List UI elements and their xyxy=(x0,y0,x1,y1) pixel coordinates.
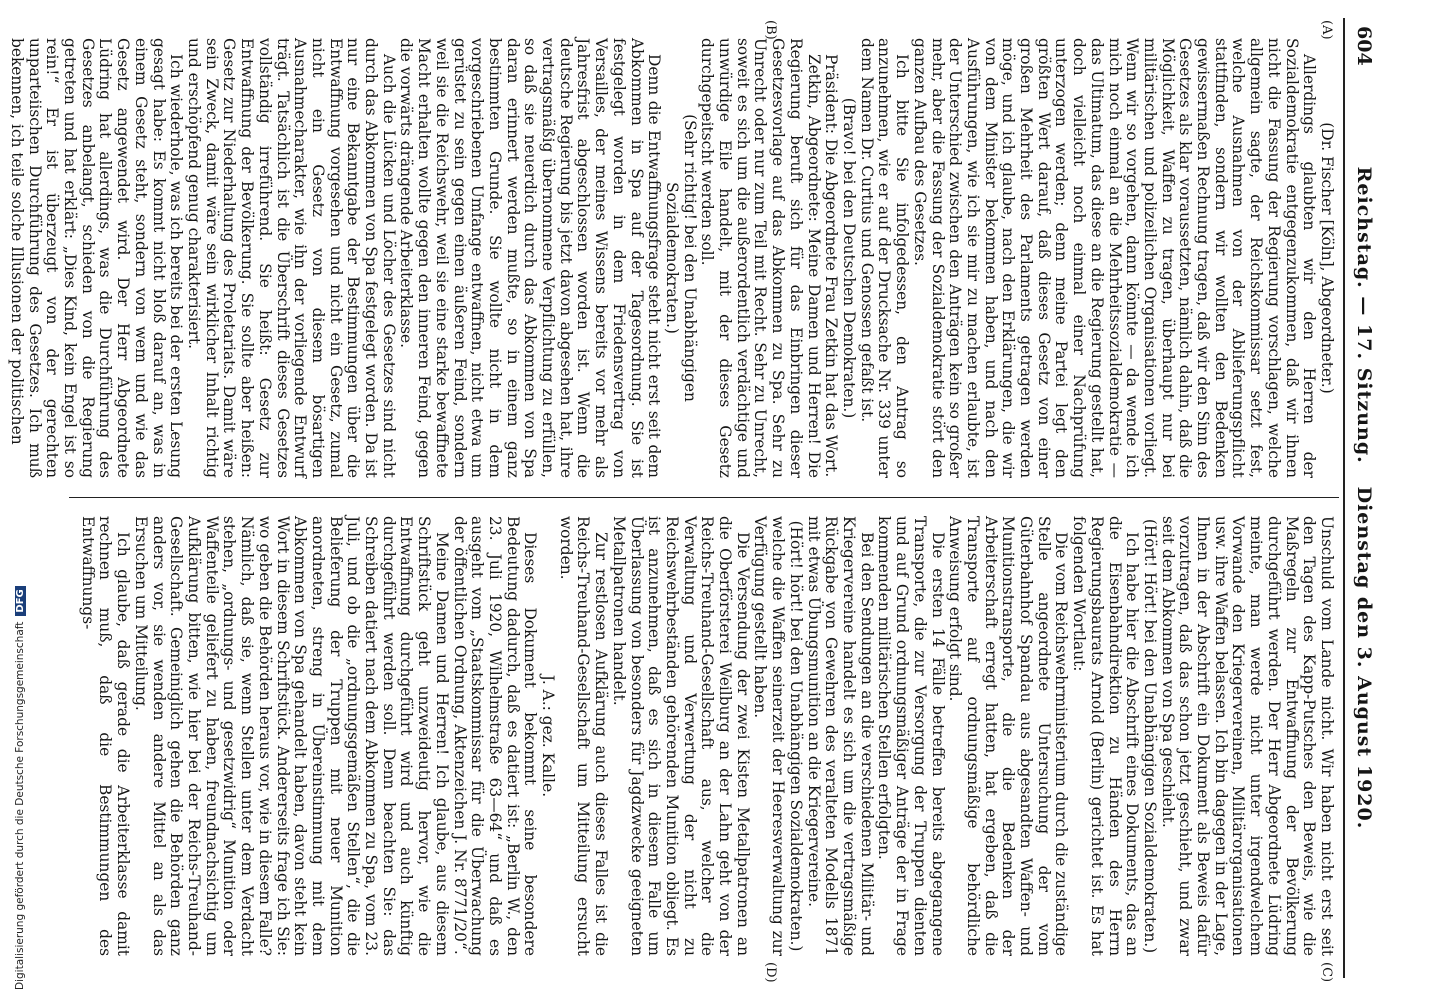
quoted-document: Die Versendung der zwei Kisten Metallpatronen an die Oberförsterei Weilburg an der Lahn geht von der Reichs-Treuhand-Gesellschaft aus, welcher die Verwaltung und Verwertung der nicht zu Reichswehrbeständen gehörenden Munition obliegt. Es ist anzunehmen, daß es sich in diesem Falle um Überlassung von besonders für Jagdzwecke geeigneten Metallpatronen handelt. xyxy=(609,516,752,956)
session-date: Dienstag den 3. August 1920. xyxy=(1353,486,1375,830)
session-title: Reichstag. — 17. Sitzung. xyxy=(1353,166,1375,464)
interjection: (Hört! hört! bei den Unabhängigen Sozialdemokraten.) xyxy=(786,520,805,952)
credit-text: Digitalisierung gefördert durch die Deutsche Forschungsgemeinschaft xyxy=(14,621,26,990)
president-statement: Präsident: Die Abgeordnete Frau Zetkin hat das Wort. xyxy=(822,54,841,478)
right-column xyxy=(78,516,1336,983)
interjection: (Bravo! bei den Deutschen Demokraten.) xyxy=(840,97,859,419)
quoted-document: Die ersten 14 Fälle betreffen bereits abgegangene Transporte, die zur Versorgung der Truppen dienten und auf Grund ordnungsmäßiger Anträge der in Frage kommenden militärischen Stellen erfolgten. xyxy=(875,516,947,956)
page-header xyxy=(1343,18,1379,978)
margin-mark-a: (A) xyxy=(1319,20,1334,40)
paragraph: Denn die Entwaffnungsfrage steht nicht erst seit dem Abkommen in Spa auf der Tagesordnung. Sie ist festgelegt worden in dem Friedensvertrag von Versailles, der meines Wissens bereits vor mehr als Jahresfrist abgeschlossen worden ist. Wenn die deutsche Regierung bis jetzt davon abgesehen hat, ihre vertragsmäßig übernommene Verpflichtung zu erfüllen, so daß sie neuerdich durch das Abkommen von Spa daran erinnert werden mußte, so in einem ganz bestimmten Grunde. Sie wollte nicht in dem vorgeschriebenen Umfange entwaffnen, nicht etwa um gerüstet zu sein gegen einen äußeren Feind, sondern weil sie die Reichswehr, weil sie eine starke bewaffnete Macht erhalten wollte gegen den inneren Feind, gegen die vorwärts drängende Arbeiterklasse. xyxy=(397,38,664,478)
digitization-credit xyxy=(14,586,26,990)
interjection: (Sehr richtig! bei den Unabhängigen Sozialdemokraten.) xyxy=(662,114,699,402)
paragraph: Unschuld vom Lande nicht. Wir haben nicht erst seit den Tagen des Kapp-Putsches den Beweis, wie die Maßregeln zur Entwaffnung der Bevölkerung durchgeführt werden. Der Herr Abgeordnete Lüdring meinte, man werde nicht unter irgendwelchem Vorwande den Kriegervereinen, Militärorganisationen usw. ihre Waffen belassen. Ich bin dagegen in der Lage, Ihnen in der Abschrift ein Dokument als Beweis dafür vorzutragen, daß das schon jetzt geschieht, und zwar seit dem Abkommen von Spa geschieht. xyxy=(1158,516,1336,956)
paragraph: Ich bitte Sie infolgedessen, den Antrag so anzunehmen, wie er auf der Drucksache Nr. 339 unter dem Namen Dr. Curtius und Genossen gefaßt ist. xyxy=(857,38,912,478)
paragraph: Allerdings glaubten wir den Herren der Sozialdemokratie entgegenzukommen, daß wir ihnen nicht die Fassung der Regierung vorschlagen, welche allgemein sagte, der Reichskommissar setzt fest, welche Ausnahmen von der Ablieferungspflicht stattfinden, sondern wir wollten den Bedenken gewissermaßen Rechnung tragen, daß wir den Sinn des Gesetzes als klar voraussetzten, nämlich dahin, daß die Möglichkeit, Waffen zu tragen, überhaupt nur bei militärischen und polizeilichen Organisationen vorliegt. Wenn wir so vorgehen, dann könnte — da wende ich mich noch einmal an die Mehrheitssozialdemokratie — das Ultimatum, das diese an die Regierung gestellt hat, doch vielleicht noch einmal einer Nachprüfung unterzogen werden; denn meine Partei legt den größten Wert darauf, daß dieses Gesetz von einer großen Mehrheit des Parlaments getragen werden möge, und ich glaube, nach den Erklärungen, die wir von dem Minister bekommen haben, und nach den Ausführungen, wie ich sie mir zu machen erlaubte, ist der Unterschied zwischen den Anträgen kein so großer mehr, aber die Fassung der Sozialdemokratie stört den ganzen Aufbau des Gesetzes. xyxy=(910,38,1319,478)
paragraph: Meine Damen und Herren! Ich glaube, aus diesem Schriftstück geht unzweideutig hervor, wie die Entwaffnung durchgeführt wird und auch künftig durchgeführt werden soll. Denn beachten Sie: das Schreiben datiert nach dem Abkommen zu Spa, vom 23. Juli, und ob die „ordnungsgemäßen Stellen“, die die Belieferung der Truppen mit neuer Munition anordneten, streng in Übereinstimmung mit dem Abkommen von Spa gehandelt haben, davon steht kein Wort in diesem Schriftstück. Andererseits frage ich Sie: wo geben die Behörden heraus vor, wie in diesem Falle? Nämlich, daß sie, wenn Stellen unter dem Verdacht stehen, „ordnungs- und gesetzwidrig“ Munition oder Waffenteile geliefert zu haben, freundnachsichtig um Aufklärung bitten, wie hier bei der Reichs-Treuhand-Gesellschaft. Gemeiniglich gehen die Behörden ganz anders vor, sie wenden andere Mittel an als das Ersuchen um Mitteilung. xyxy=(131,516,451,956)
paragraph: Ich habe hier die Abschrift eines Dokuments, das an die Eisenbahndirektion zu Händen des Herrn Regierungsbaurats Arnold (Berlin) gerichtet ist. Es hat folgenden Wortlaut: xyxy=(1070,516,1142,956)
speaker-continuation: (Dr. Fischer [Köln], Abgeordneter.) xyxy=(1318,122,1336,394)
paragraph: Zetkin, Abgeordnete: Meine Damen und Herren! Die Regierung beruft sich für das Einbringen dieser Gesetzesvorlage auf das Abkommen zu Spa. Sehr zu Unrecht oder nur zum Teil mit Recht. Sehr zu Unrecht, soweit es sich um die außerordentlich verdächtige und unwürdige Eile handelt, mit der dieses Gesetz durchgepeitscht werden soll. xyxy=(698,38,823,478)
paragraph: Dieses Dokument bekommt seine besondere Bedeutung dadurch, daß es datiert ist: „Berlin W., den 23. Juli 1920, Wilhelmstraße 63—64“ und daß es ausgeht vom „Staatskommissar für die Überwachung der öffentlichen Ordnung, Aktenzeichen J. Nr. 8771/20“. xyxy=(450,516,540,956)
margin-mark-c: (C) xyxy=(1319,962,1334,983)
paragraph: Ich wiederhole, was ich bereits bei der ersten Lesung gesagt habe: Es kommt nicht bloß darauf an, was in einem Gesetz steht, sondern von wem und wie das Gesetz angewendet wird. Der Herr Abgeordnete Lüdring hat allerdings, was die Durchführung des Gesetzes anbelangt, schieden von die Regierung getreten und hat erklärt: „Dies Kind, kein Engel ist so rein!“ Er ist überzeugt von der gerechten unparteiischen Durchführung des Gesetzes. Ich muß bekennen, ich teile solche Illusionen der politischen xyxy=(7,38,186,478)
quoted-document: Die vom Reichswehrministerium durch die zuständige Stelle angeordnete Untersuchung der vom Güterbahnhof Spandau aus abgesandten Waffen- und Munitionstransporte, die die Bedenken der Arbeiterschaft erregt hatten, hat ergeben, daß die Transporte auf ordnungsmäßige behördliche Anweisung erfolgt sind. xyxy=(946,516,1071,956)
paragraph: Auch die Lücken und Löcher des Gesetzes sind nicht durch das Abkommen von Spa festgelegt worden. Da ist nur eine Bekanntgabe der Bestimmungen über die Entwaffnung vorgesehen und nicht ein Gesetz, zumal nicht ein Gesetz von diesem bösartigen Ausnahmecharakter, wie ihn der vorliegende Entwurf trägt. Tatsächlich ist die Überschrift dieses Gesetzes vollständig irreführend. Sie heißt: Gesetz zur Entwaffnung der Bevölkerung. Sie sollte aber heißen: Gesetz zur Niederhaltung des Proletariats. Damit wäre sein Zweck, damit wäre sein wirklicher Inhalt richtig und erschöpfend genug charakterisiert. xyxy=(185,38,398,478)
document-signature: J. A.: gez. Kalle. xyxy=(539,674,558,798)
quoted-document: Bei den Sendungen an die verschiedenen Militär- und Kriegervereine handelt es sich um die vertragsmäßige Rückgabe von Gewehren des veralteten Modells 1871 mit etwas Übungsmunition an die Kriegervereine. xyxy=(804,516,876,956)
column-divider xyxy=(69,497,1339,498)
margin-mark-d: (D) xyxy=(763,962,778,983)
dfg-logo: DFG xyxy=(15,586,26,615)
paragraph: Ich glaube, daß gerade die Arbeiterklasse damit rechnen muß, daß die Bestimmungen des Entwaffnungs- xyxy=(78,516,133,956)
margin-mark-b: (B) xyxy=(763,20,778,40)
left-column xyxy=(7,20,1336,478)
page-number: 604 xyxy=(1353,26,1375,66)
quoted-document: welche die Waffen seinerzeit der Heeresverwaltung zur Verfügung gestellt haben. xyxy=(751,516,788,956)
quoted-document: Zur restlosen Aufklärung auch dieses Falles ist die Reichs-Treuhand-Gesellschaft um Mitteilung ersucht worden. xyxy=(556,516,611,956)
running-title xyxy=(1353,18,1375,978)
interjection: (Hört! Hört! bei den Unabhängigen Sozialdemokraten.) xyxy=(1140,518,1159,954)
